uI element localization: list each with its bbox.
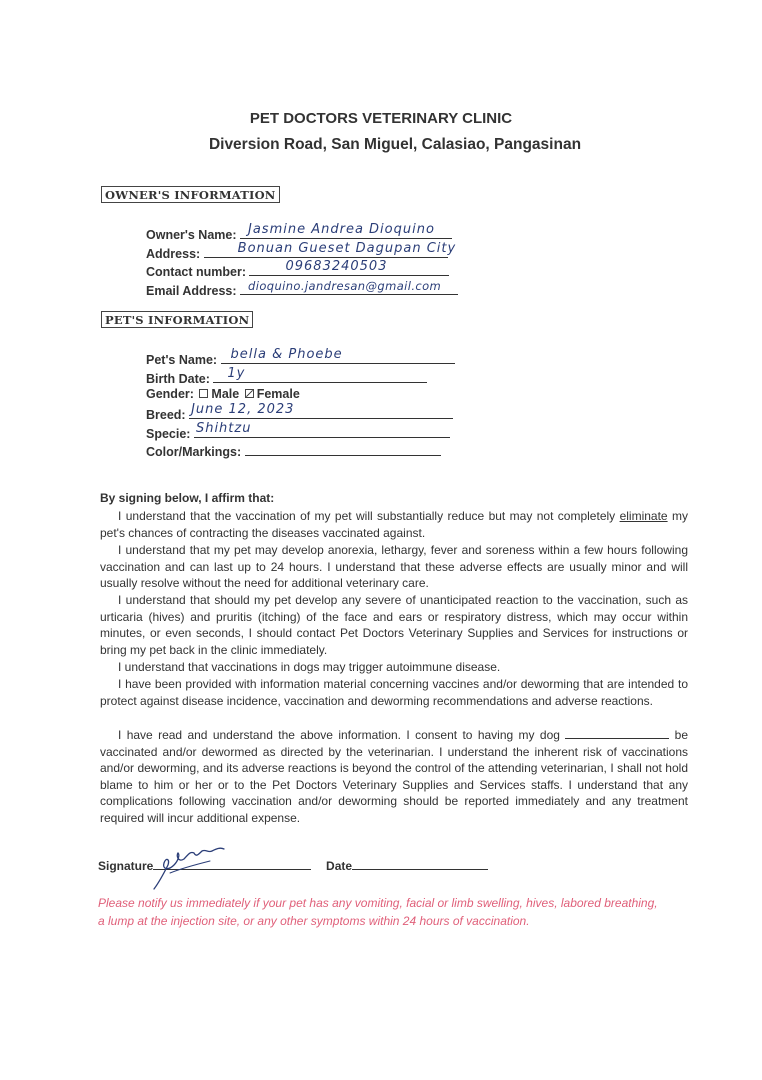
date-label: Date: [326, 859, 353, 873]
email-value: dioquino.jandresan@gmail.com: [248, 279, 442, 293]
birth-date-field: [146, 368, 427, 387]
female-checkbox[interactable]: [245, 389, 254, 398]
birth-date-line[interactable]: [213, 368, 427, 383]
consent-paragraph-6: [100, 727, 688, 827]
address-value: Bonuan Gueset Dagupan City: [237, 241, 457, 256]
birth-date-label: Birth Date:: [146, 372, 210, 386]
p6-part1: I have read and understand the above information. I consent to having my dog: [118, 728, 566, 742]
email-line[interactable]: [240, 280, 458, 295]
consent-paragraph-4: I understand that vaccinations in dogs may trigger autoimmune disease.: [118, 660, 501, 674]
owner-info-heading: OWNER'S INFORMATION: [101, 186, 280, 203]
female-label: Female: [256, 387, 300, 401]
owner-name-value: Jasmine Andrea Dioquino: [248, 222, 435, 237]
pet-name-value: bella & Phoebe: [230, 347, 343, 362]
breed-label: Breed:: [146, 408, 186, 422]
specie-line[interactable]: [194, 423, 450, 438]
affirm-intro: By signing below, I affirm that:: [100, 491, 275, 505]
breed-field: [146, 404, 453, 423]
address-label: Address:: [146, 247, 201, 261]
specie-field: [146, 423, 450, 442]
contact-label: Contact number:: [146, 265, 246, 279]
color-markings-label: Color/Markings:: [146, 445, 242, 459]
email-label: Email Address:: [146, 284, 237, 298]
p1-underlined: eliminate: [619, 509, 668, 523]
clinic-address: Diversion Road, San Miguel, Calasiao, Pangasinan: [208, 136, 582, 153]
p1-part2: my pet's chances of contracting the diseases vaccinated against.: [100, 509, 688, 540]
contact-value: 09683240503: [285, 259, 388, 274]
specie-value: Shihtzu: [195, 421, 252, 436]
consent-paragraph-3: I understand that should my pet develop any severe of unanticipated reaction to the vaccination, such as urticaria (hives) and pruritis (itching) of the face and ears or respiratory distress, which may occur within minutes, or even seconds, I should contact Pet Doctors Veterinary Supplies and Services for instructions or bring my pet back in the clinic immediately.: [100, 593, 688, 657]
p1-part1: I understand that the vaccination of my pet will substantially reduce but may not completely: [118, 509, 620, 523]
handwritten-signature: [150, 843, 230, 893]
owner-name-line[interactable]: [240, 224, 452, 239]
clinic-name: PET DOCTORS VETERINARY CLINIC: [249, 110, 513, 127]
contact-line[interactable]: [249, 261, 449, 276]
pet-info-heading: PET'S INFORMATION: [101, 311, 253, 328]
aftercare-note: Please notify us immediately if your pet has any vomiting, facial or limb swelling, hives, labored breathing, a lump at the injection site, or any other symptoms within 24 hours of vaccination.: [98, 896, 658, 928]
male-checkbox[interactable]: [199, 389, 208, 398]
specie-label: Specie:: [146, 427, 191, 441]
male-label: Male: [211, 387, 240, 401]
consent-paragraph-1: [100, 508, 688, 541]
consent-paragraph-5: I have been provided with information material concerning vaccines and/or deworming that are intended to protect against disease incidence, vaccination and deworming recommendations and adverse reactions.: [100, 677, 688, 708]
gender-field: [146, 386, 300, 402]
owner-name-label: Owner's Name:: [146, 228, 237, 242]
breed-line[interactable]: [189, 404, 453, 419]
email-field: [146, 280, 458, 299]
breed-value: June 12, 2023: [191, 402, 295, 417]
address-line[interactable]: [204, 241, 457, 258]
pet-name-field: [146, 349, 455, 368]
color-markings-line[interactable]: [245, 441, 441, 456]
birth-date-value: 1y: [227, 366, 246, 381]
gender-label: Gender:: [146, 387, 194, 401]
p6-part2: be vaccinated and/or dewormed as directed by the veterinarian. I understand the inherent risk of vaccinations and/or deworming, and its adverse reactions is beyond the control of the attending veterinarian, I shall not hold blame to him or her or to the Pet Doctors Veterinary Supplies and Services staffs. I understand that any complications following vaccination and/or deworming should be reported immediately and any treatment required will incur additional expense.: [100, 728, 688, 825]
dog-name-blank[interactable]: [565, 727, 669, 739]
pet-name-line[interactable]: [221, 349, 455, 364]
signature-label: Signature: [98, 859, 154, 873]
consent-paragraph-2: I understand that my pet may develop anorexia, lethargy, fever and soreness within a few hours following vaccination and can last up to 24 hours. I understand that these adverse effects are usually minor and will usually resolve without the need for additional veterinary care.: [100, 543, 688, 591]
pet-name-label: Pet's Name:: [146, 353, 218, 367]
color-markings-field: [146, 441, 441, 460]
date-line[interactable]: [352, 858, 488, 870]
